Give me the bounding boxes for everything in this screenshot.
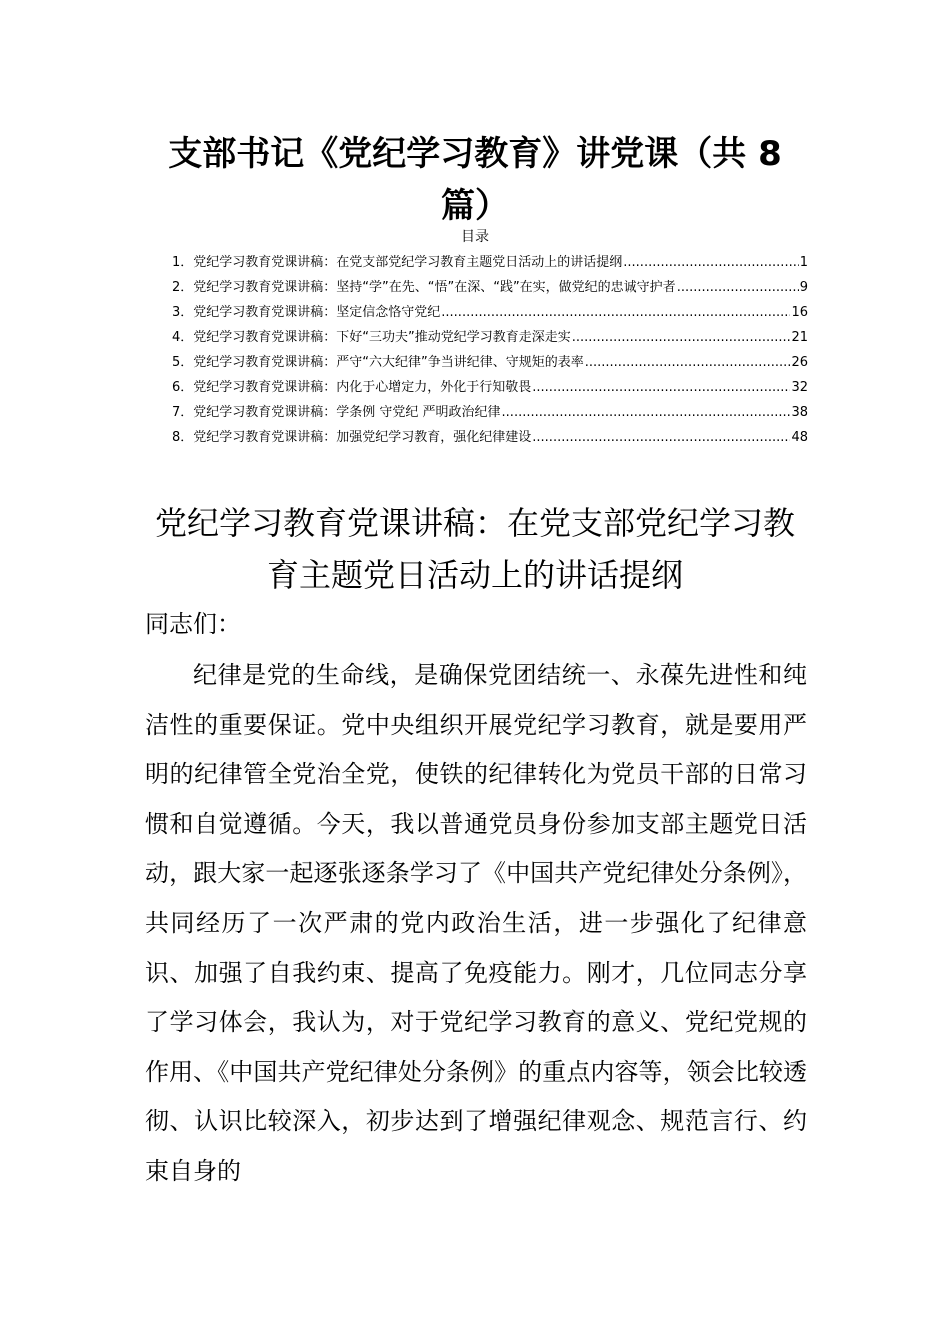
- toc-dot-leader: [502, 400, 791, 425]
- toc-item-text: 8．党纪学习教育党课讲稿：加强党纪学习教育，强化纪律建设: [172, 430, 532, 445]
- toc-item-text: 4．党纪学习教育党课讲稿：下好“三功夫”推动党纪学习教育走深走实: [172, 330, 571, 345]
- main-title: 支部书记《党纪学习教育》讲党课（共 8 篇）: [168, 134, 782, 226]
- toc-item[interactable]: [172, 425, 808, 450]
- body-paragraph: 纪律是党的生命线，是确保党团结统一、永葆先进性和纯洁性的重要保证。党中央组织开展党纪学习教育，就是要用严明的纪律管全党治全党，使铁的纪律转化为党员干部的日常习惯和自觉遵循。今天，我以普通党员身份参加支部主题党日活动，跟大家一起逐张逐条学习了《中国共产党纪律处分条例》，共同经历了一次严肃的党内政治生活，进一步强化了纪律意识、加强了自我约束、提高了免疫能力。刚才，几位同志分享了学习体会，我认为，对于党纪学习教育的意义、党纪党规的作用、《中国共产党纪律处分条例》的重点内容等，领会比较透彻、认识比较深入，初步达到了增强纪律观念、规范言行、约束自身的: [145, 661, 807, 1185]
- toc-item[interactable]: [172, 300, 808, 325]
- toc-item-text: 7．党纪学习教育党课讲稿：学条例 守党纪 严明政治纪律: [172, 405, 501, 420]
- toc-item-text: 2．党纪学习教育党课讲稿：坚持“学”在先、“悟”在深、“践”在实，做党纪的忠诚守护者: [172, 280, 676, 295]
- toc-item-text: 3．党纪学习教育党课讲稿：坚定信念恪守党纪: [172, 305, 441, 320]
- toc-page-number: 26: [791, 355, 808, 370]
- toc-page-number: 9: [799, 280, 808, 295]
- toc-item[interactable]: [172, 250, 808, 275]
- toc-item[interactable]: [172, 275, 808, 300]
- article-title: 党纪学习教育党课讲稿：在党支部党纪学习教育主题党日活动上的讲话提纲: [154, 504, 795, 594]
- toc-heading: 目录: [461, 229, 489, 245]
- table-of-contents: [172, 250, 808, 450]
- toc-dot-leader: [677, 275, 799, 300]
- salutation: 同志们：: [145, 610, 241, 638]
- toc-item-text: 5．党纪学习教育党课讲稿：严守“六大纪律”争当讲纪律、守规矩的表率: [172, 355, 584, 370]
- toc-item[interactable]: [172, 325, 808, 350]
- toc-page-number: 1: [799, 255, 808, 270]
- toc-dot-leader: [532, 375, 790, 400]
- toc-item-text: 6．党纪学习教育党课讲稿：内化于心增定力，外化于行知敬畏: [172, 380, 532, 395]
- toc-item[interactable]: [172, 375, 808, 400]
- toc-item[interactable]: [172, 400, 808, 425]
- toc-dot-leader: [441, 300, 790, 325]
- toc-item[interactable]: [172, 350, 808, 375]
- toc-dot-leader: [585, 350, 791, 375]
- toc-dot-leader: [532, 425, 790, 450]
- toc-page-number: 48: [791, 430, 808, 445]
- toc-page-number: 32: [791, 380, 808, 395]
- toc-dot-leader: [572, 325, 791, 350]
- toc-page-number: 38: [791, 405, 808, 420]
- toc-item-text: 1．党纪学习教育党课讲稿：在党支部党纪学习教育主题党日活动上的讲话提纲: [172, 255, 623, 270]
- toc-page-number: 16: [791, 305, 808, 320]
- toc-page-number: 21: [791, 330, 808, 345]
- toc-dot-leader: [623, 250, 798, 275]
